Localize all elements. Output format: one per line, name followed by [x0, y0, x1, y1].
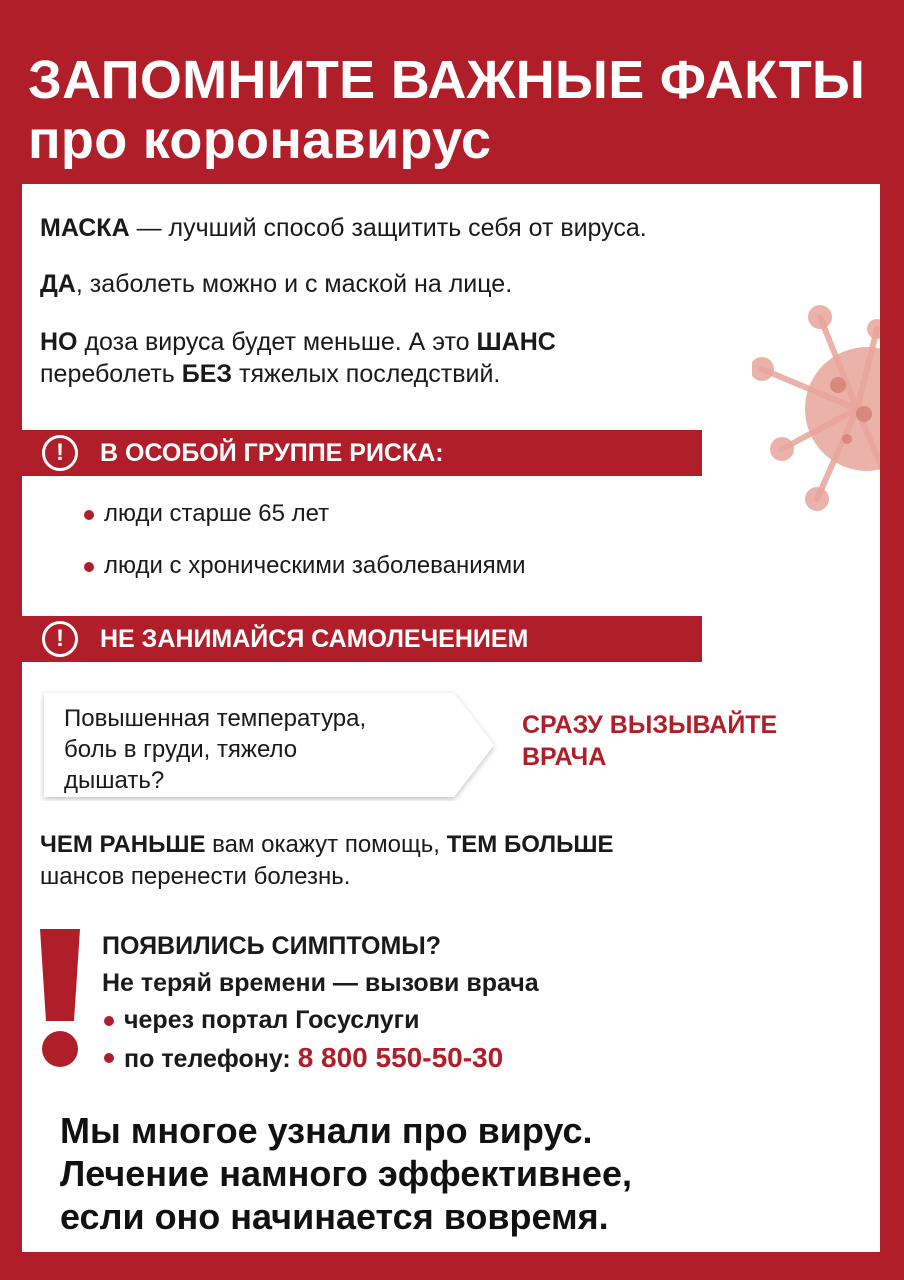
- more-keyword: ТЕМ БОЛЬШЕ: [446, 831, 614, 858]
- but-text-2: переболеть: [40, 360, 182, 388]
- self-treatment-banner: [22, 616, 702, 662]
- alert-icon: !: [42, 435, 78, 471]
- closing-line-2: Лечение намного эффективнее,: [60, 1153, 632, 1194]
- list-item: [102, 1039, 842, 1078]
- call-doctor-text: [522, 709, 842, 773]
- but-text-1: доза вируса будет меньше. А это: [77, 328, 477, 356]
- symptoms-block: [102, 928, 842, 1078]
- question-line-2: боль в груди, тяжело: [64, 736, 298, 763]
- title-line-2: про коронавирус: [28, 110, 492, 170]
- closing-statement: [60, 1109, 860, 1238]
- sooner-statement: [40, 829, 614, 893]
- call-doctor-line-1: СРАЗУ ВЫЗЫВАЙТЕ: [522, 711, 778, 739]
- risk-group-banner: [22, 430, 702, 476]
- yes-statement: [40, 268, 512, 300]
- question-line-3: дышать?: [64, 767, 165, 794]
- but-statement: [40, 326, 556, 390]
- hotline-phone-number: 8 800 550-50-30: [297, 1042, 504, 1073]
- list-item: [84, 494, 526, 546]
- symptoms-title: ПОЯВИЛИСЬ СИМПТОМЫ?: [102, 932, 442, 960]
- portal-option: через портал Госуслуги: [124, 1006, 420, 1034]
- risk-list: [84, 494, 526, 598]
- bullet-dot-icon: [104, 1053, 114, 1063]
- closing-line-1: Мы многое узнали про вирус.: [60, 1110, 593, 1151]
- alert-icon: !: [42, 621, 78, 657]
- bullet-dot-icon: [84, 510, 94, 520]
- title-line-1: ЗАПОМНИТЕ ВАЖНЫЕ ФАКТЫ: [28, 50, 866, 110]
- without-keyword: БЕЗ: [181, 360, 233, 388]
- list-item: [84, 546, 526, 598]
- page-title: [28, 50, 888, 170]
- mask-keyword: МАСКА: [40, 214, 130, 242]
- yes-keyword: ДА: [40, 270, 76, 298]
- call-doctor-line-2: ВРАЧА: [522, 743, 607, 771]
- symptom-question-box: [40, 689, 500, 801]
- mask-statement: [40, 212, 647, 244]
- sooner-keyword: ЧЕМ РАНЬШЕ: [40, 831, 206, 858]
- virus-icon: [752, 289, 880, 529]
- closing-line-3: если оно начинается вовремя.: [60, 1196, 609, 1237]
- risk-item-text: люди с хроническими заболеваниями: [104, 552, 526, 579]
- sooner-text-1: вам окажут помощь,: [205, 831, 447, 858]
- question-line-1: Повышенная температура,: [64, 705, 367, 732]
- mask-text: — лучший способ защитить себя от вируса.: [129, 214, 647, 242]
- phone-option-label: по телефону:: [124, 1045, 298, 1073]
- but-text-3: тяжелых последствий.: [232, 360, 501, 388]
- content-card: [22, 184, 880, 1252]
- but-keyword: НО: [40, 328, 78, 356]
- symptoms-subtitle: Не теряй времени — вызови врача: [102, 969, 539, 997]
- exclamation-icon: [38, 929, 82, 1069]
- risk-item-text: люди старше 65 лет: [104, 500, 330, 527]
- yes-text: , заболеть можно и с маской на лице.: [75, 270, 513, 298]
- list-item: [102, 1002, 842, 1039]
- sooner-text-2: шансов перенести болезнь.: [40, 863, 351, 890]
- bullet-dot-icon: [84, 562, 94, 572]
- bullet-dot-icon: [104, 1016, 114, 1026]
- chance-keyword: ШАНС: [476, 328, 556, 356]
- risk-group-title: В ОСОБОЙ ГРУППЕ РИСКА:: [100, 439, 444, 467]
- self-treatment-title: НЕ ЗАНИМАЙСЯ САМОЛЕЧЕНИЕМ: [100, 625, 529, 653]
